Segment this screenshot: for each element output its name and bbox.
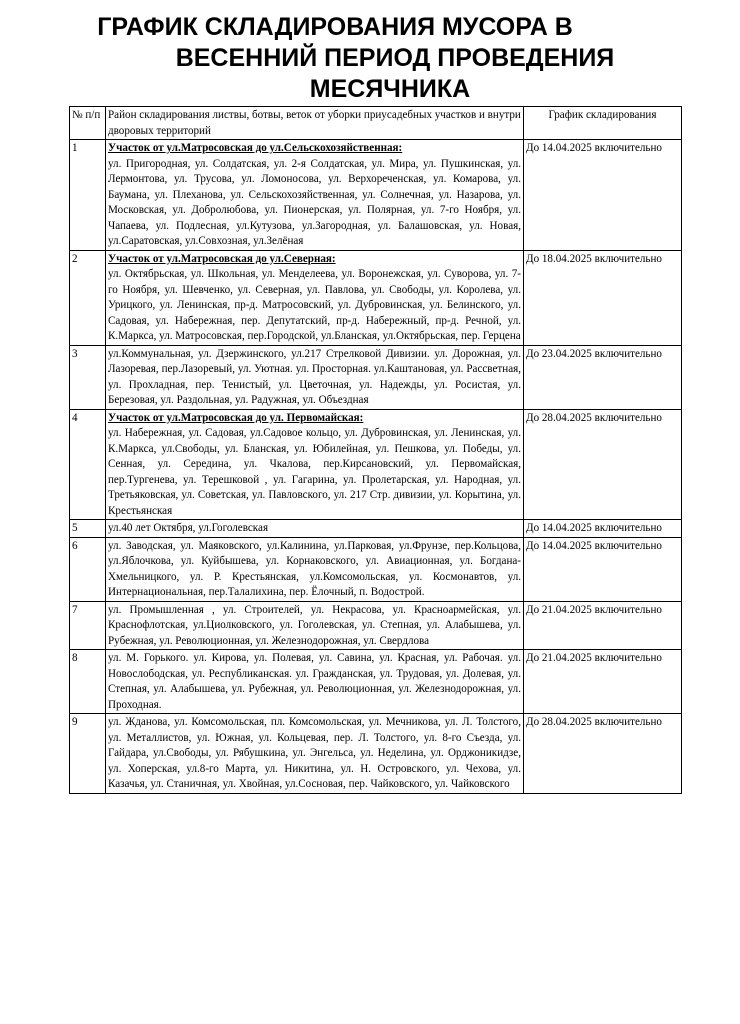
title-line-3: МЕСЯЧНИКА [309, 75, 471, 103]
row-streets-cell [106, 250, 524, 345]
row-date: До 18.04.2025 включительно [524, 250, 682, 345]
table-row [70, 601, 682, 650]
table-row [70, 250, 682, 345]
row-streets-cell [106, 140, 524, 251]
row-num: 7 [70, 601, 106, 650]
row-date: До 21.04.2025 включительно [524, 601, 682, 650]
table-row [70, 520, 682, 538]
table-row [70, 409, 682, 520]
row-date: До 21.04.2025 включительно [524, 650, 682, 714]
table-row [70, 537, 682, 601]
row-num: 3 [70, 345, 106, 409]
table-row [70, 140, 682, 251]
header-area: Район складирования листвы, ботвы, веток от уборки приусадебных участков и внутри дворовых территорий [106, 107, 524, 140]
row-streets: ул. Пригородная, ул. Солдатская, ул. 2-я Солдатская, ул. Мира, ул. Пушкинская, ул. Лермонтова, ул. Трусова, ул. Ломоносова, ул. Верхореченская, ул. Комарова, ул. Баумана, ул. Плеханова, ул. Сельскохозяйственная, ул. Солнечная, ул. Назарова, ул. Московская, ул. Добролюбова, ул. Пионерская, ул. Полярная, ул. 7-го Ноября, ул. Чапаева, ул. Подлесная, ул.Кутузова, ул.Загородная, ул. Балашовская, ул. Новая, ул.Саратовская, ул.Совхозная, ул.Зелёная [108, 157, 521, 247]
row-num: 5 [70, 520, 106, 538]
row-streets-cell [106, 520, 524, 538]
row-streets-cell [106, 409, 524, 520]
row-num: 9 [70, 714, 106, 794]
row-streets-cell [106, 714, 524, 794]
row-date: До 14.04.2025 включительно [524, 537, 682, 601]
row-streets-cell [106, 345, 524, 409]
row-streets: ул.40 лет Октября, ул.Гоголевская [108, 522, 269, 534]
row-date: До 14.04.2025 включительно [524, 140, 682, 251]
row-date: До 14.04.2025 включительно [524, 520, 682, 538]
row-heading: Участок от ул.Матросовская до ул. Первомайская: [108, 411, 364, 424]
row-num: 6 [70, 537, 106, 601]
row-streets: ул. Октябрьская, ул. Школьная, ул. Менделеева, ул. Воронежская, ул. Суворова, ул. 7-го Ноября, ул. Шевченко, ул. Северная, ул. Павлова, ул. Свободы, ул. Королева, ул. Урицкого, ул. Ленинская, пр-д. Матросовский, ул. Дубровинская, ул. Белинского, ул. Садовая, ул. Набережная, пер. Депутатский, пр-д. Набережный, пр-д. Речной, ул. К.Маркса, ул. Матросовская, пер.Городской, ул.Бланская, ул.Октябрьская, пер. Герцена [108, 268, 521, 342]
title-line-1: ГРАФИК СКЛАДИРОВАНИЯ МУСОРА В [97, 13, 573, 41]
row-streets: ул. Набережная, ул. Садовая, ул.Садовое кольцо, ул. Дубровинская, ул. Ленинская, ул. К.Маркса, ул.Свободы, ул. Бланская, ул. Юбилейная, ул. Пешкова, ул. Победы, ул. Сенная, ул. Середина, ул. Чкалова, пер.Кирсановский, ул. Первомайская, пер.Тургенева, ул. Терешковой , ул. Гагарина, ул. Пролетарская, ул. Народная, ул. Третьяковская, ул. Советская, ул. Павловского, ул. 217 Стр. дивизии, ул. Корытина, ул. Крестьянская [108, 427, 521, 517]
row-streets: ул. Промышленная , ул. Строителей, ул. Некрасова, ул. Красноармейская, ул. Краснофлотская, ул.Циолковского, ул. Гоголевская, ул. Степная, ул. Алабышева, ул. Рубежная, ул. Революционная, ул. Железнодорожная, ул. Свердлова [108, 603, 521, 647]
row-streets-cell [106, 601, 524, 650]
row-num: 8 [70, 650, 106, 714]
row-date: До 28.04.2025 включительно [524, 714, 682, 794]
row-heading: Участок от ул.Матросовская до ул.Северная: [108, 252, 336, 265]
table-row [70, 650, 682, 714]
row-streets: ул.Коммунальная, ул. Дзержинского, ул.217 Стрелковой Дивизии. ул. Дорожная, ул. Лазоревая, пер.Лазоревый, ул. Уютная. ул. Просторная. ул.Каштановая, ул. Рассветная, ул. Прохладная, пер. Тенистый, ул. Цветочная, ул. Надежды, ул. Росистая, ул. Березовая, ул. Раздольная, ул. Радужная, ул. Объездная [108, 347, 521, 406]
header-schedule: График складирования [524, 107, 682, 140]
row-num: 4 [70, 409, 106, 520]
row-num: 1 [70, 140, 106, 251]
title-line-2: ВЕСЕННИЙ ПЕРИОД ПРОВЕДЕНИЯ [175, 44, 615, 72]
table-header-row [70, 107, 682, 140]
row-date: До 23.04.2025 включительно [524, 345, 682, 409]
table-row [70, 345, 682, 409]
page-title [40, 12, 700, 105]
row-streets: ул. Жданова, ул. Комсомольская, пл. Комсомольская, ул. Мечникова, ул. Л. Толстого, ул. Металлистов, ул. Южная, ул. Кольцевая, пер. Л. Толстого, ул. 8-го Съезда, ул. Гайдара, ул.Свободы, ул. Рябушкина, ул. Энгельса, ул. Неделина, ул. Орджоникидзе, ул. Хоперская, ул.8-го Марта, ул. Никитина, ул. Н. Островского, ул. Чехова, ул. Казачья, ул. Станичная, ул. Хвойная, ул.Сосновая, пер. Чайковского, ул. Чайковского [108, 716, 521, 790]
row-num: 2 [70, 250, 106, 345]
row-streets: ул. М. Горького. ул. Кирова, ул. Полевая, ул. Савина, ул. Красная, ул. Рабочая. ул. Новослободская, ул. Республиканская. ул. Гражданская, ул. Трудовая, ул. Долевая, ул. Степная, ул. Алабышева, ул. Рубежная, ул. Революционная, ул. Железнодорожная, ул. Проходная. [108, 652, 521, 711]
schedule-table [69, 106, 682, 794]
table-row [70, 714, 682, 794]
header-num: № п/п [70, 107, 106, 140]
row-date: До 28.04.2025 включительно [524, 409, 682, 520]
row-streets-cell [106, 650, 524, 714]
row-heading: Участок от ул.Матросовская до ул.Сельскохозяйственная: [108, 142, 403, 154]
row-streets-cell [106, 537, 524, 601]
row-streets: ул. Заводская, ул. Маяковского, ул.Калинина, ул.Парковая, ул.Фрунзе, пер.Кольцова, ул.Яблочкова, ул. Куйбышева, ул. Корнаковского, ул. Авиационная, ул. Богдана-Хмельницкого, ул. Р. Крестьянская, ул.Комсомольская, ул. Космонавтов, ул. Интернациональная, пер.Талалихина, пер. Ёлочный, п. Водострой. [108, 539, 521, 598]
